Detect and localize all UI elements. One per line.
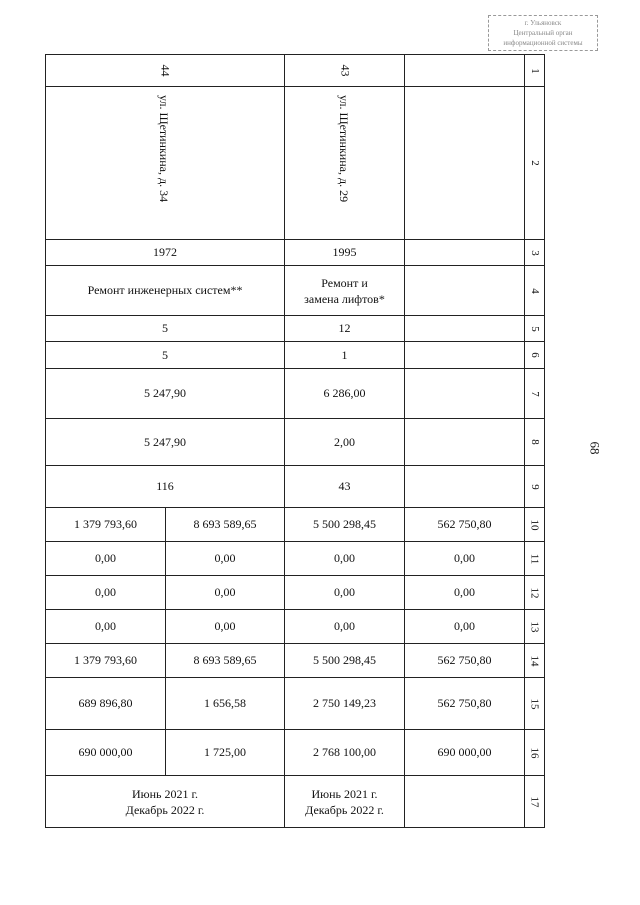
cell-c1-r5: 5 [46, 316, 285, 342]
cell-c2-r8: 2,00 [285, 419, 405, 466]
cell-empty [405, 87, 525, 240]
table-row [46, 342, 545, 369]
table-row [46, 240, 545, 266]
table-row [46, 730, 545, 776]
cell-money: 0,00 [46, 610, 166, 644]
cell-c1-r6: 5 [46, 342, 285, 369]
cell-money: 0,00 [46, 576, 166, 610]
cell-money: 690 000,00 [46, 730, 166, 776]
cell-empty [405, 466, 525, 508]
stamp-line: Центральный орган [513, 29, 573, 37]
row-index: 13 [525, 610, 545, 644]
table-row [46, 55, 545, 87]
cell-money: 1 656,58 [166, 678, 285, 730]
cell-money: 2 768 100,00 [285, 730, 405, 776]
cell-c1-r7: 5 247,90 [46, 369, 285, 419]
cell-c2-r7: 6 286,00 [285, 369, 405, 419]
cell-empty [405, 316, 525, 342]
cell-c2-address: ул. Щетинкина, д. 29 [285, 87, 405, 240]
cell-empty [405, 55, 525, 87]
table-row [46, 610, 545, 644]
cell-money: 562 750,80 [405, 508, 525, 542]
repair-program-table [45, 54, 545, 828]
row-index: 8 [525, 419, 545, 466]
cell-money: 2 750 149,23 [285, 678, 405, 730]
page-number: 68 [587, 441, 603, 455]
table-row [46, 644, 545, 678]
cell-money: 0,00 [285, 576, 405, 610]
cell-money: 0,00 [405, 542, 525, 576]
table-row [46, 508, 545, 542]
row-index: 11 [525, 542, 545, 576]
cell-c2-r5: 12 [285, 316, 405, 342]
table-row [46, 542, 545, 576]
cell-c2-r6: 1 [285, 342, 405, 369]
table-row [46, 266, 545, 316]
period-start: Июнь 2021 г. [311, 786, 378, 801]
cell-money: 8 693 589,65 [166, 508, 285, 542]
cell-empty [405, 419, 525, 466]
cell-c2-year: 1995 [285, 240, 405, 266]
row-index: 17 [525, 776, 545, 828]
cell-money: 0,00 [166, 576, 285, 610]
cell-c2-r9: 43 [285, 466, 405, 508]
row-index: 1 [525, 55, 545, 87]
table-row [46, 419, 545, 466]
cell-money: 0,00 [405, 576, 525, 610]
cell-empty [405, 342, 525, 369]
cell-empty [405, 369, 525, 419]
table-row [46, 678, 545, 730]
cell-c1-number: 44 [46, 55, 285, 87]
period-start: Июнь 2021 г. [131, 786, 199, 801]
cell-empty [405, 266, 525, 316]
table-row [46, 776, 545, 828]
row-index: 15 [525, 678, 545, 730]
row-index: 7 [525, 369, 545, 419]
cell-money: 0,00 [46, 542, 166, 576]
cell-money: 0,00 [285, 542, 405, 576]
period-end: Декабрь 2022 г. [125, 802, 205, 817]
cell-empty [405, 776, 525, 828]
cell-c1-r8: 5 247,90 [46, 419, 285, 466]
cell-money: 0,00 [285, 610, 405, 644]
row-index: 12 [525, 576, 545, 610]
cell-money: 689 896,80 [46, 678, 166, 730]
cell-c1-period [46, 776, 285, 828]
cell-c1-r9: 116 [46, 466, 285, 508]
cell-money: 5 500 298,45 [285, 644, 405, 678]
cell-money: 8 693 589,65 [166, 644, 285, 678]
table-row [46, 576, 545, 610]
cell-c1-work: Ремонт инженерных систем** [46, 266, 285, 316]
row-index: 2 [525, 87, 545, 240]
cell-c1-year: 1972 [46, 240, 285, 266]
cell-money: 1 379 793,60 [46, 508, 166, 542]
cell-money: 690 000,00 [405, 730, 525, 776]
row-index: 10 [525, 508, 545, 542]
cell-c2-period [285, 776, 405, 828]
cell-money: 0,00 [166, 542, 285, 576]
approval-stamp [488, 15, 598, 51]
cell-money: 1 379 793,60 [46, 644, 166, 678]
cell-empty [405, 240, 525, 266]
cell-c1-address: ул. Щетинкина, д. 34 [46, 87, 285, 240]
row-index: 3 [525, 240, 545, 266]
table-row [46, 466, 545, 508]
cell-money: 0,00 [405, 610, 525, 644]
row-index: 5 [525, 316, 545, 342]
cell-money: 562 750,80 [405, 644, 525, 678]
stamp-line: информационной системы [503, 39, 583, 47]
cell-money: 1 725,00 [166, 730, 285, 776]
period-end: Декабрь 2022 г. [305, 802, 384, 817]
stamp-line: г. Ульяновск [524, 19, 562, 27]
table-row [46, 316, 545, 342]
cell-money: 562 750,80 [405, 678, 525, 730]
cell-money: 0,00 [166, 610, 285, 644]
row-index: 9 [525, 466, 545, 508]
cell-c2-work: Ремонт и замена лифтов* [285, 266, 405, 316]
row-index: 4 [525, 266, 545, 316]
row-index: 6 [525, 342, 545, 369]
row-index: 14 [525, 644, 545, 678]
row-index: 16 [525, 730, 545, 776]
cell-c2-number: 43 [285, 55, 405, 87]
table-row [46, 369, 545, 419]
cell-money: 5 500 298,45 [285, 508, 405, 542]
table-row [46, 87, 545, 240]
